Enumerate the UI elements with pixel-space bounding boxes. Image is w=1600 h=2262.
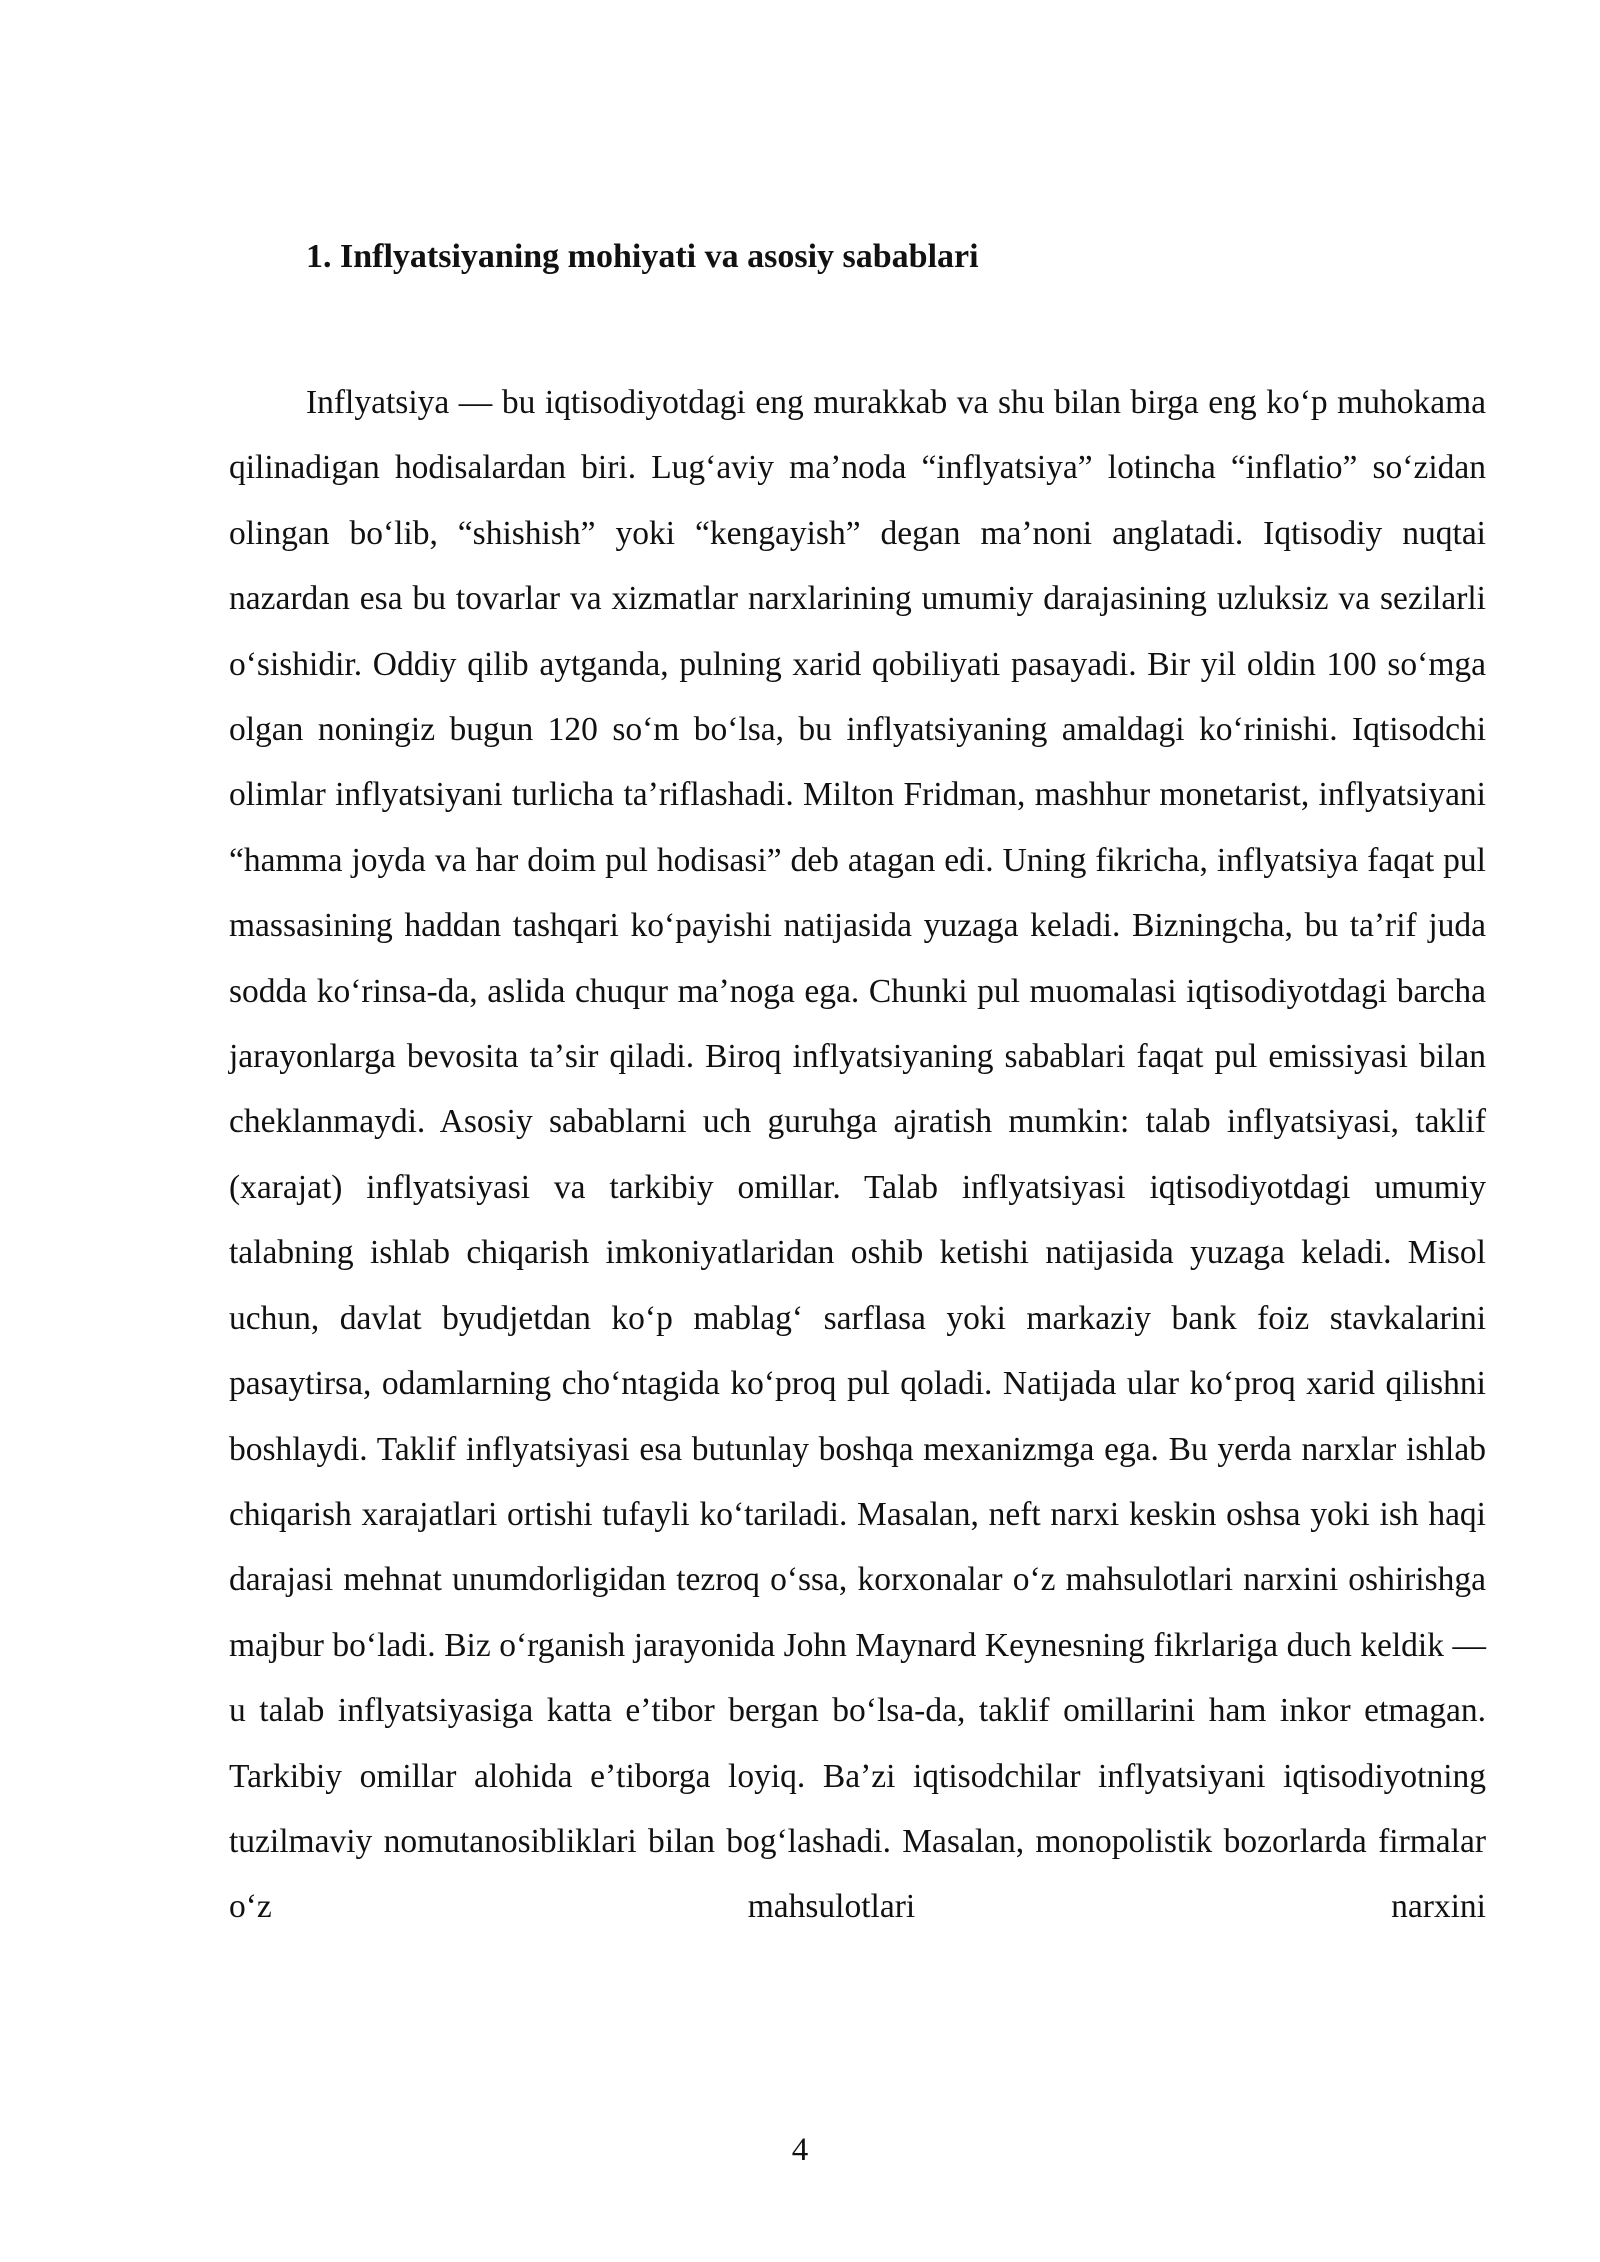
body-paragraph: Inflyatsiya — bu iqtisodiyotdagi eng murakkab va shu bilan birga eng koʻp muhokama qilinadigan hodisalardan biri. Lugʻaviy maʼnoda “inflyatsiya” lotincha “inflatio” soʻzidan olingan boʻlib, “shishish” yoki “kengayish” degan maʼnoni anglatadi. Iqtisodiy nuqtai nazardan esa bu tovarlar va xizmatlar narxlarining umumiy darajasining uzluksiz va sezilarli oʻsishidir. Oddiy qilib aytganda, pulning xarid qobiliyati pasayadi. Bir yil oldin 100 soʻmga olgan noningiz bugun 120 soʻm boʻlsa, bu inflyatsiyaning amaldagi koʻrinishi. Iqtisodchi olimlar inflyatsiyani turlicha taʼriflashadi. Milton Fridman, mashhur monetarist, inflyatsiyani “hamma joyda va har doim pul hodisasi” deb atagan edi. Uning fikricha, inflyatsiya faqat pul massasining haddan tashqari koʻpayishi natijasida yuzaga keladi. Bizningcha, bu taʼrif juda sodda koʻrinsa-da, aslida chuqur maʼnoga ega. Chunki pul muomalasi iqtisodiyotdagi barcha jarayonlarga bevosita taʼsir qiladi. Biroq inflyatsiyaning sabablari faqat pul emissiyasi bilan cheklanmaydi. Asosiy sabablarni uch guruhga ajratish mumkin: talab inflyatsiyasi, taklif (xarajat) inflyatsiyasi va tarkibiy omillar. Talab inflyatsiyasi iqtisodiyotdagi umumiy talabning ishlab chiqarish imkoniyatlaridan oshib ketishi natijasida yuzaga keladi. Misol uchun, davlat byudjetdan koʻp mablagʻ sarflasa yoki markaziy bank foiz stavkalarini pasaytirsa, odamlarning choʻntagida koʻproq pul qoladi. Natijada ular koʻproq xarid qilishni boshlaydi. Taklif inflyatsiyasi esa butunlay boshqa mexanizmga ega. Bu yerda narxlar ishlab chiqarish xarajatlari ortishi tufayli koʻtariladi. Masalan, neft narxi keskin oshsa yoki ish haqi darajasi mehnat unumdorligidan tezroq oʻssa, korxonalar oʻz mahsulotlari narxini oshirishga majbur boʻladi. Biz oʻrganish jarayonida John Maynard Keynesning fikrlariga duch keldik — u talab inflyatsiyasiga katta eʼtibor bergan boʻlsa-da, taklif omillarini ham inkor etmagan. Tarkibiy omillar alohida eʼtiborga loyiq. Baʼzi iqtisodchilar inflyatsiyani iqtisodiyotning tuzilmaviy nomutanosibliklari bilan bogʻlashadi. Masalan, monopolistik bozorlarda firmalar oʻz mahsulotlari narxini — [229, 384, 1486, 1926]
section-heading: 1. Inflyatsiyaning mohiyati va asosiy sabablari — [306, 238, 979, 275]
page-number: 4 — [791, 2132, 809, 2168]
